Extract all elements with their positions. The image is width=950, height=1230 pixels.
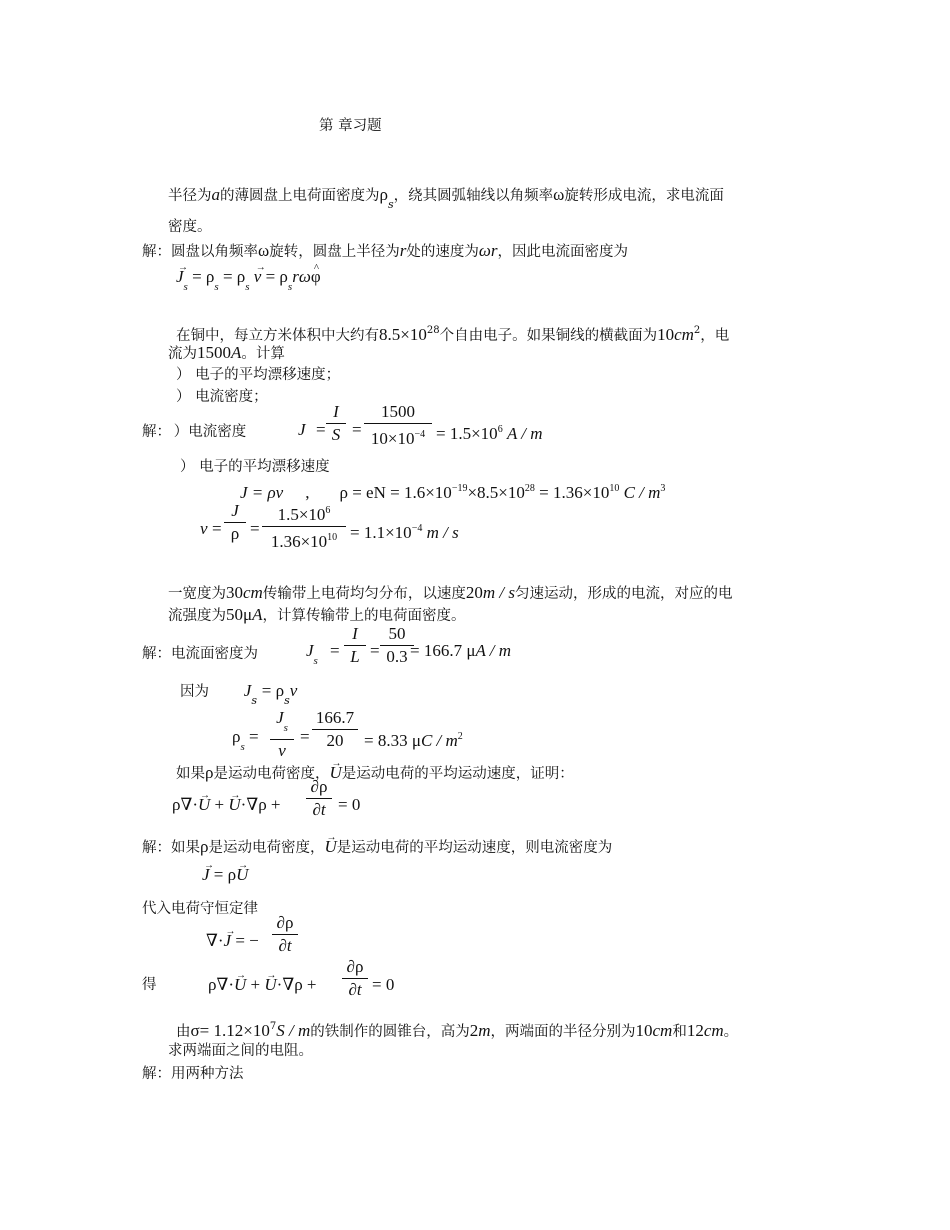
fraction-50-over-03: 50 0.3 — [380, 624, 414, 667]
fraction-drift: $1.5\times 10^6$ $1.36\times 10^{10}$ — [262, 501, 346, 552]
current-density-equation: → J = ρ→ U — [202, 866, 248, 884]
problem-2-item-1: ） 电子的平均漂移速度； — [176, 367, 341, 383]
eq-sign-2: = — [352, 420, 362, 439]
result-equation: ρ∇·→ U + → U·∇ρ + — [208, 976, 317, 994]
equals-zero-2: = 0 — [372, 975, 395, 994]
current-density-result: = $1.5\times 10^6$ A / m — [436, 424, 543, 443]
conservation-text: 代入电荷守恒定律 — [142, 901, 258, 917]
fraction-drho-dt-1: ∂ρ ∂t — [306, 777, 332, 820]
eq-Js: $J_s$ — [306, 641, 318, 667]
problem-3-line-1: 一宽度为30cm传输带上电荷均匀分布，以速度20m / s匀速运动，形成的电流，对应的电 — [168, 583, 733, 602]
solution-5-text: 解：用两种方法 — [142, 1066, 244, 1082]
because-line: 因为 $J_s = \rho_sv$ — [180, 681, 298, 707]
fraction-J-over-rho: J ρ — [224, 501, 246, 544]
surface-current-result: = 166.7 μA / m — [410, 641, 512, 660]
eq-sign-4: = — [250, 519, 260, 538]
problem-1-line-2: 密度。 — [168, 219, 212, 235]
eq-sign-6: = — [370, 641, 380, 660]
fraction-I-over-L: I L — [344, 624, 366, 667]
solution-1-text: 解：圆盘以角频率ω旋转，圆盘上半径为r处的速度为ωr，因此电流面密度为 — [142, 241, 628, 260]
problem-2-item-2: ） 电流密度； — [176, 389, 268, 405]
eq-v: v — [200, 519, 208, 538]
problem-5-line-1: 由$\sigma= 1.12\times 10^7S / m$的铁制作的圆锥台，高为2m，两端面的半径分别为10cm和12cm。 — [176, 1021, 739, 1040]
problem-2-line-1: 在铜中，每立方米体积中大约有$8.5\times 10^{28}$个自由电子。如果铜线的横截面为$10cm^2$，电 — [176, 325, 730, 344]
problem-2-line-2: 流为1500A。计算 — [168, 343, 285, 362]
fraction-drho-dt-2: ∂ρ ∂t — [272, 913, 298, 956]
page-title: 第 章习题 — [319, 118, 382, 134]
charge-density-equation: J = ρv , ρ = eN = $1.6\times 10^{-19}\times 8.5\times 10^{28} = 1.36\times 10^{10}$ C / $m^3$ — [240, 483, 666, 502]
drift-velocity-result: = $1.1\times 10^{-4}$ m / s — [350, 523, 459, 542]
continuity-equation: ∇·→ J = − — [206, 932, 259, 950]
problem-4-equation: ρ∇·→ U + → U·∇ρ + — [172, 796, 281, 814]
eq-rho-s: $\rho_s$ = — [232, 727, 259, 753]
eq-sign-5: = — [330, 641, 340, 660]
solution-2-label: 解： ）电流密度 — [142, 424, 247, 440]
fraction-1500: 1500 $10\times 10^{-4}$ — [364, 402, 432, 449]
equals-zero-1: = 0 — [338, 795, 361, 814]
solution-4-text: 解：如果ρ是运动电荷密度，→ U是运动电荷的平均运动速度，则电流密度为 — [142, 838, 612, 857]
eq-J: J — [298, 420, 306, 439]
solution-2-item-2: ） 电子的平均漂移速度 — [180, 459, 330, 475]
problem-5-line-2: 求两端面之间的电阻。 — [168, 1043, 313, 1059]
fraction-drho-dt-3: ∂ρ ∂t — [342, 957, 368, 1000]
fraction-1667-over-20: 166.7 20 — [312, 708, 358, 751]
solution-1-equation: → $J_s = \rho_s = \rho_s \to v$ = $\rho_sr\omega\^{}$ φ — [176, 268, 321, 296]
eq-sign-3: = — [212, 519, 222, 538]
fraction-Js-over-v: $J_s$ v — [270, 708, 294, 761]
problem-1-line-1: 半径为a的薄圆盘上电荷面密度为$\rho_s$，绕其圆弧轴线以角频率ω旋转形成电流，求电流面 — [168, 185, 724, 211]
fraction-I-over-S: I S — [326, 402, 346, 445]
eq-sign: = — [316, 420, 326, 439]
therefore-label: 得 — [142, 977, 157, 993]
problem-3-line-2: 流强度为50μA，计算传输带上的电荷面密度。 — [168, 605, 466, 624]
eq-sign-7: = — [300, 727, 310, 746]
surface-charge-result: = 8.33 μC / $m^2$ — [364, 731, 463, 750]
problem-4-line-1: 如果ρ是运动电荷密度，→ U是运动电荷的平均运动速度，证明： — [176, 764, 574, 783]
solution-3-label: 解：电流面密度为 — [142, 646, 258, 662]
